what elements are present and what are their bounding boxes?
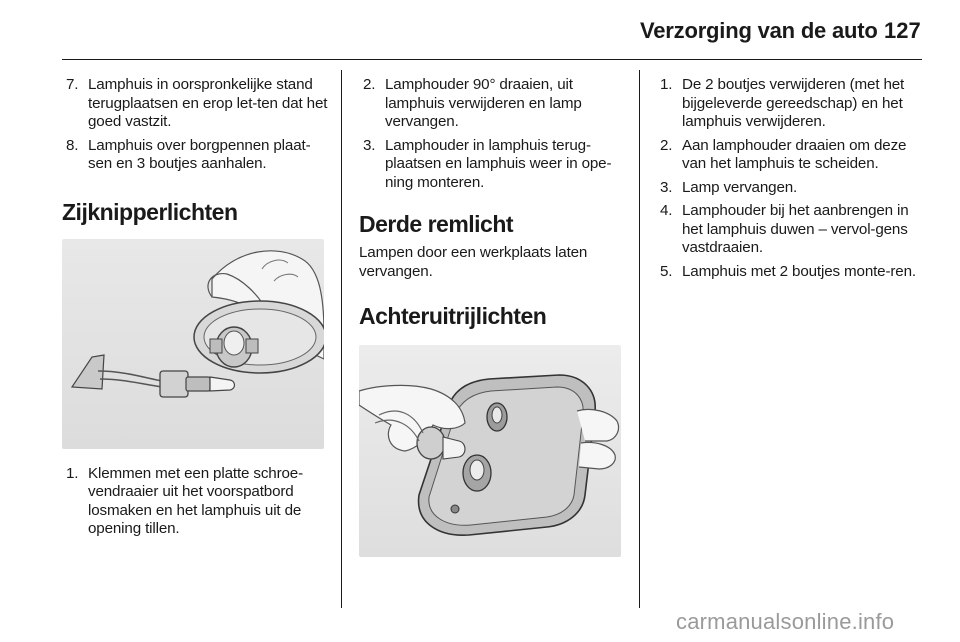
- step-text: Lamphuis met 2 boutjes monte-ren.: [682, 262, 916, 280]
- section-title-reversing-lights: Achteruitrijlichten: [359, 303, 547, 329]
- step-item: [359, 137, 627, 193]
- illustration-side-indicator-removal: [62, 239, 324, 449]
- column-2: [359, 76, 627, 557]
- step-item: [656, 263, 926, 282]
- step-number: 3.: [363, 136, 376, 154]
- step-number: 8.: [66, 136, 79, 154]
- section-title-side-indicators: Zijknipperlichten: [62, 198, 238, 225]
- step-text: Lamphuis in oorspronkelijke stand terugplaatsen en erop let-ten dat het goed vastzit.: [88, 76, 328, 130]
- step-item: [62, 465, 330, 539]
- illustration-reversing-light-housing: [359, 345, 621, 557]
- column-divider-2: [639, 70, 640, 608]
- step-list: [359, 76, 627, 192]
- column-1: [62, 76, 330, 544]
- step-number: 5.: [660, 262, 673, 280]
- step-text: Lamphouder bij het aanbrengen in het lamphuis duwen – vervol-gens vastdraaien.: [682, 202, 909, 256]
- step-number: 3.: [660, 178, 673, 196]
- step-item: [62, 76, 330, 132]
- step-number: 2.: [660, 136, 673, 154]
- step-text: Aan lamphouder draaien om deze van het lamphuis te scheiden.: [682, 136, 907, 172]
- step-number: 7.: [66, 76, 79, 93]
- step-item: [62, 137, 330, 174]
- step-number: 2.: [363, 76, 376, 93]
- page-header-title: Verzorging van de auto: [640, 18, 878, 43]
- step-item: [656, 202, 926, 258]
- step-item: [656, 76, 926, 132]
- step-list: [62, 76, 330, 174]
- step-number: 1.: [66, 464, 79, 482]
- step-number: 1.: [660, 76, 673, 93]
- column-divider-1: [341, 70, 342, 608]
- step-item: [656, 137, 926, 174]
- step-text: Lamphouder 90° draaien, uit lamphuis verwijderen en lamp vervangen.: [385, 76, 582, 130]
- step-text: Lamphuis over borgpennen plaat-sen en 3 boutjes aanhalen.: [88, 136, 311, 172]
- header-rule: [62, 59, 922, 60]
- step-number: 4.: [660, 202, 673, 219]
- step-text: Lamp vervangen.: [682, 178, 798, 196]
- watermark-text: carmanualsonline.info: [676, 609, 895, 634]
- section-title-third-brake-light: Derde remlicht: [359, 211, 514, 237]
- step-text: De 2 boutjes verwijderen (met het bijgeleverde gereedschap) en het lamphuis verwijderen.: [682, 76, 905, 130]
- step-list: [62, 465, 330, 539]
- page-number: 127: [884, 18, 921, 43]
- step-item: [359, 76, 627, 132]
- step-text: Lamphouder in lamphuis terug-plaatsen en lamphuis weer in ope-ning monteren.: [385, 136, 612, 191]
- step-item: [656, 179, 926, 198]
- section-body-third-brake-light: Lampen door een werkplaats laten vervangen.: [359, 244, 588, 280]
- step-text: Klemmen met een platte schroe-vendraaier uit het voorspatbord losmaken en het lamphuis uit de opening tillen.: [88, 464, 303, 537]
- step-list: [656, 76, 926, 281]
- column-3: [656, 76, 926, 286]
